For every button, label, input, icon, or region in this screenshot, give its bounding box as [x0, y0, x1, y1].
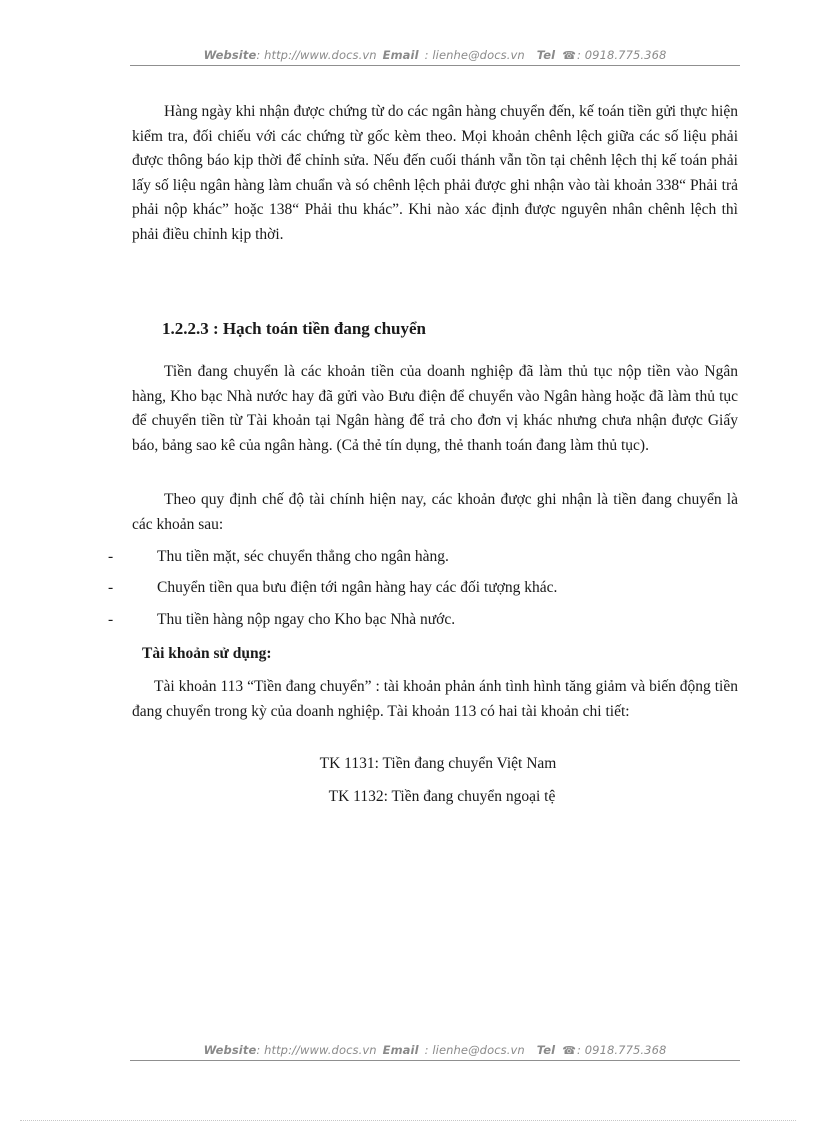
- page-header: [130, 48, 740, 66]
- subheading-accounts-used: Tài khoản sử dụng:: [142, 645, 272, 662]
- paragraph-regulation: Theo quy định chế độ tài chính hiện nay, các khoản được ghi nhận là tiền đang chuyển là các khoản sau:: [132, 491, 738, 533]
- header-tel-value: : 0918.775.368: [577, 48, 667, 62]
- header-email-value: : lienhe@docs.vn: [424, 48, 525, 62]
- page-bottom-divider: [20, 1120, 796, 1121]
- footer-website-value: : http://www.docs.vn: [256, 1043, 377, 1057]
- header-website-label: Website: [203, 48, 257, 62]
- footer-tel-value: : 0918.775.368: [577, 1043, 667, 1057]
- phone-icon: ☎: [562, 49, 576, 62]
- bullet-marker: -: [108, 579, 114, 596]
- bullet-marker: -: [108, 548, 114, 565]
- bullet-text: Thu tiền mặt, séc chuyển thẳng cho ngân hàng.: [157, 548, 449, 565]
- header-tel-label: Tel: [536, 48, 556, 62]
- header-website-value: : http://www.docs.vn: [256, 48, 377, 62]
- bullet-text: Thu tiền hàng nộp ngay cho Kho bạc Nhà nước.: [157, 611, 456, 628]
- footer-tel-label: Tel: [536, 1043, 556, 1057]
- footer-email-value: : lienhe@docs.vn: [424, 1043, 525, 1057]
- section-heading: 1.2.2.3 : Hạch toán tiền đang chuyển: [162, 319, 426, 338]
- phone-icon: ☎: [562, 1044, 576, 1057]
- footer-website-label: Website: [203, 1043, 257, 1057]
- footer-email-label: Email: [382, 1043, 419, 1057]
- bullet-marker: -: [108, 611, 114, 628]
- paragraph-definition: Tiền đang chuyển là các khoản tiền của doanh nghiệp đã làm thủ tục nộp tiền vào Ngân hàng, Kho bạc Nhà nước hay đã gửi vào Bưu điện để chuyển vào Ngân hàng hoặc đã làm thủ tục để chuyển tiền từ Tài khoản tại Ngân hàng để trả cho đơn vị khác nhưng chưa nhận được Giấy báo, bảng sao kê của ngân hàng. (Cả thẻ tín dụng, thẻ thanh toán đang làm thủ tục).: [132, 363, 738, 454]
- account-line-1131: TK 1131: Tiền đang chuyển Việt Nam: [319, 755, 557, 772]
- page-footer: [130, 1043, 740, 1061]
- bullet-text: Chuyển tiền qua bưu điện tới ngân hàng hay các đối tượng khác.: [157, 579, 558, 596]
- header-email-label: Email: [382, 48, 419, 62]
- paragraph-account-113: Tài khoản 113 “Tiền đang chuyển” : tài khoản phản ánh tình hình tăng giảm và biến động tiền đang chuyển trong kỳ của doanh nghiệp. Tài khoản 113 có hai tài khoản chi tiết:: [132, 678, 738, 720]
- paragraph-reconciliation: Hàng ngày khi nhận được chứng từ do các ngân hàng chuyển đến, kế toán tiền gửi thực hiện kiểm tra, đối chiếu với các chứng từ gốc kèm theo. Mọi khoản chênh lệch giữa các số liệu phải được thông báo kịp thời để chỉnh sửa. Nếu đến cuối thánh vẫn tồn tại chênh lệch thị kế toán phải lấy số liệu ngân hàng làm chuẩn và só chênh lệch phải được ghi nhận vào tài khoản 338“ Phải trả phải nộp khác” hoặc 138“ Phải thu khác”. Khi nào xác định được nguyên nhân chênh lệch thì phải điều chỉnh kịp thời.: [132, 103, 738, 243]
- account-line-1132: TK 1132: Tiền đang chuyển ngoại tệ: [328, 788, 556, 805]
